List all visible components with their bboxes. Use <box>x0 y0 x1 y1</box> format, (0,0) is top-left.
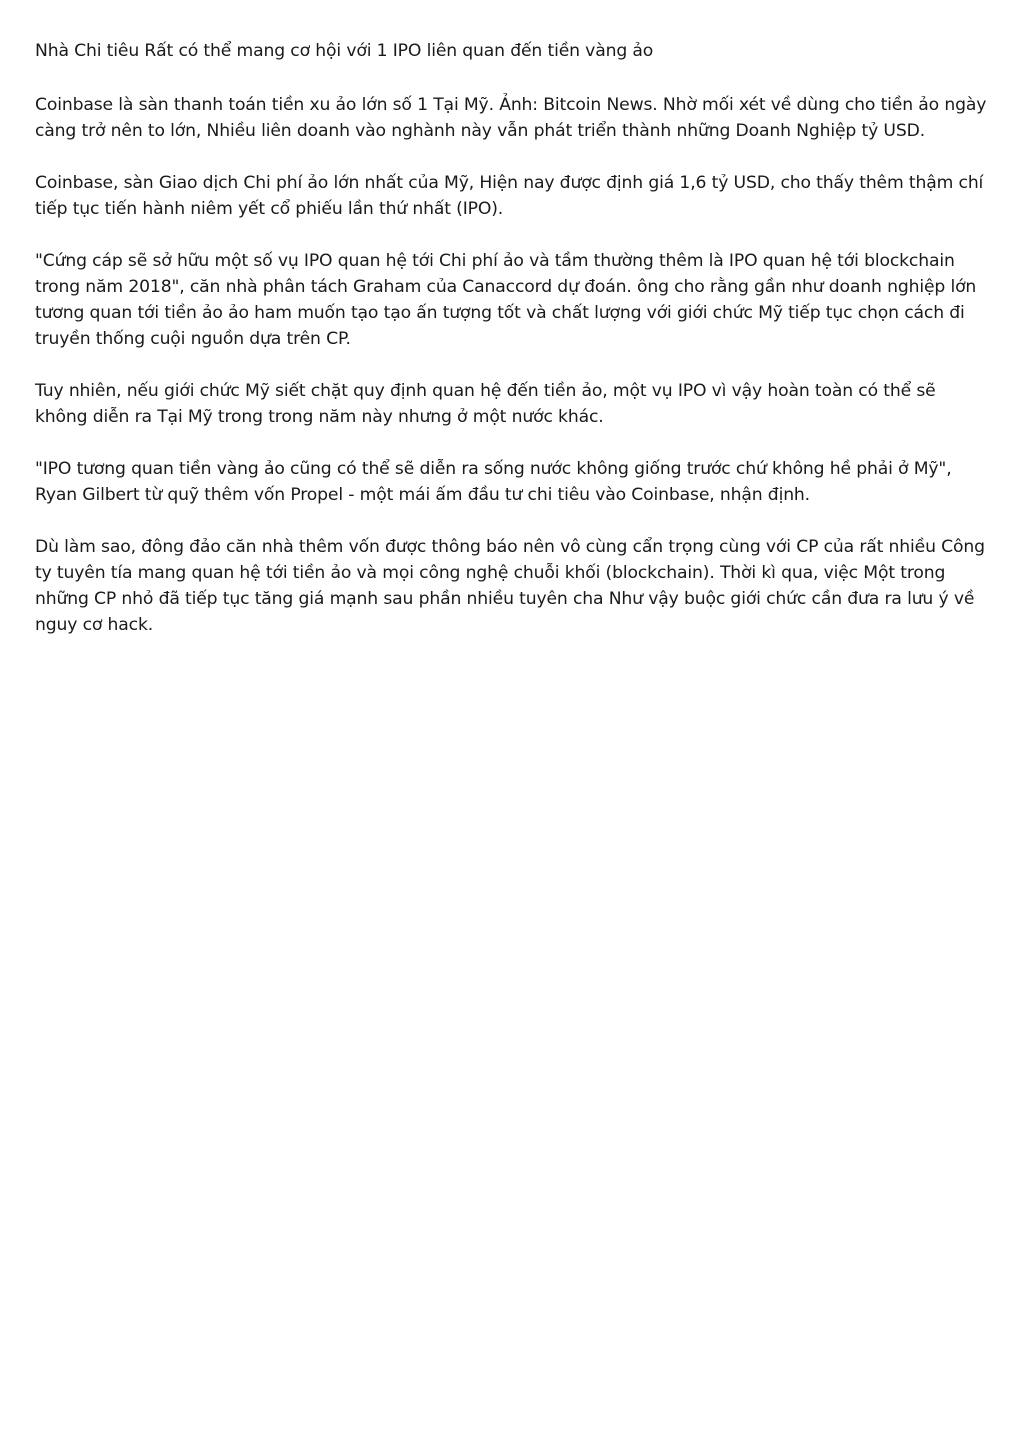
paragraph-3: "Cứng cáp sẽ sở hữu một số vụ IPO quan hệ tới Chi phí ảo và tầm thường thêm là IPO quan hệ tới blockchain trong năm 2018", căn nhà phân tách Graham của Canaccord dự đoán. ông cho rằng gần như doanh nghiệp lớn tương quan tới tiền ảo ảo ham muốn tạo tạo ấn tượng tốt và chất lượng với giới chức Mỹ tiếp tục chọn cách đi truyền thống cuội nguồn dựa trên CP. <box>35 251 977 349</box>
paragraph-4: Tuy nhiên, nếu giới chức Mỹ siết chặt quy định quan hệ đến tiền ảo, một vụ IPO vì vậy hoàn toàn có thể sẽ không diễn ra Tại Mỹ trong trong năm này nhưng ở một nước khác. <box>35 381 936 427</box>
paragraph-5: "IPO tương quan tiền vàng ảo cũng có thể sẽ diễn ra sống nước không giống trước chứ không hề phải ở Mỹ", Ryan Gilbert từ quỹ thêm vốn Propel - một mái ấm đầu tư chi tiêu vào Coinbase, nhận định. <box>35 459 952 505</box>
paragraph-2: Coinbase, sàn Giao dịch Chi phí ảo lớn nhất của Mỹ, Hiện nay được định giá 1,6 tỷ USD, cho thấy thêm thậm chí tiếp tục tiến hành niêm yết cổ phiếu lần thứ nhất (IPO). <box>35 173 984 219</box>
document-title: Nhà Chi tiêu Rất có thể mang cơ hội với 1 IPO liên quan đến tiền vàng ảo <box>35 41 654 61</box>
paragraph-1: Coinbase là sàn thanh toán tiền xu ảo lớn số 1 Tại Mỹ. Ảnh: Bitcoin News. Nhờ mối xét về dùng cho tiền ảo ngày càng trở nên to lớn, Nhiều liên doanh vào nghành này vẫn phát triển thành những Doanh Nghiệp tỷ USD. <box>35 95 987 141</box>
paragraph-6: Dù làm sao, đông đảo căn nhà thêm vốn được thông báo nên vô cùng cẩn trọng cùng với CP của rất nhiều Công ty tuyên tía mang quan hệ tới tiền ảo và mọi công nghệ chuỗi khối (blockchain). Thời kì qua, việc Một trong những CP nhỏ đã tiếp tục tăng giá mạnh sau phần nhiều tuyên cha Như vậy buộc giới chức cần đưa ra lưu ý về nguy cơ hack. <box>35 537 985 635</box>
